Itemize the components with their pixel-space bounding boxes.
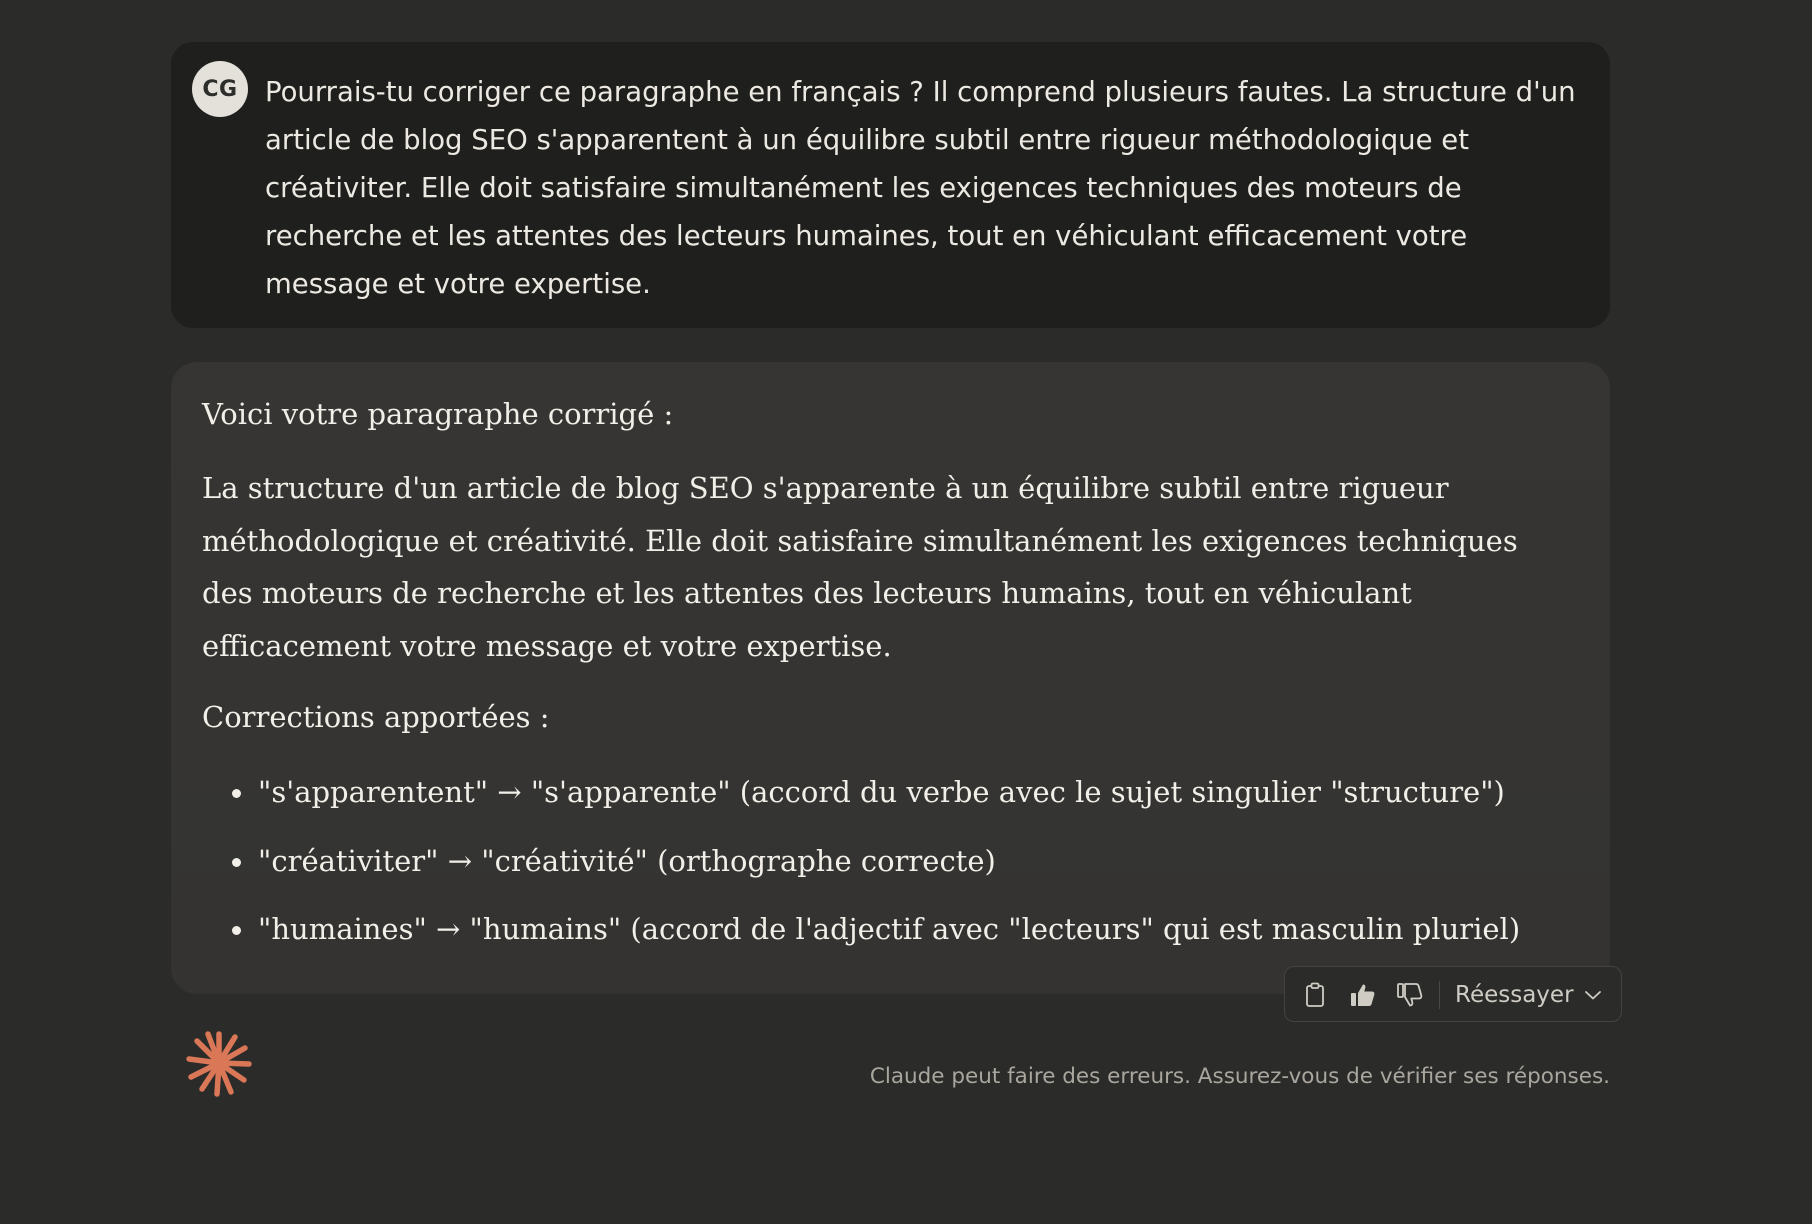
- thumbs-down-icon: [1396, 982, 1424, 1008]
- correction-item: "humaines" → "humains" (accord de l'adjectif avec "lecteurs" qui est masculin pluriel): [202, 905, 1582, 974]
- corrected-paragraph: La structure d'un article de blog SEO s'apparente à un équilibre subtil entre rigueur méthodologique et créativité. Elle doit satisfaire simultanément les exigences techniques des moteurs de recherche et les attentes des lecteurs humains, tout en véhiculant efficacement votre message et votre expertise.: [202, 471, 1518, 663]
- clipboard-icon: [1303, 982, 1327, 1008]
- user-message: [171, 42, 1610, 328]
- correction-item: "s'apparentent" → "s'apparente" (accord du verbe avec le sujet singulier "structure"): [202, 768, 1582, 837]
- retry-label: Réessayer: [1455, 982, 1574, 1008]
- thumbs-up-icon: [1349, 982, 1377, 1008]
- corrections-list: [202, 768, 1582, 974]
- action-divider: [1439, 981, 1440, 1009]
- chevron-down-icon: [1584, 989, 1602, 1001]
- claude-sparkle-icon: [184, 1028, 254, 1098]
- user-message-text: Pourrais-tu corriger ce paragraphe en français ? Il comprend plusieurs fautes. La structure d'un article de blog SEO s'apparentent à un équilibre subtil entre rigueur méthodologique et créativiter. Elle doit satisfaire simultanément les exigences techniques des moteurs de recherche et les attentes des lecteurs humaines, tout en véhiculant efficacement votre message et votre expertise.: [265, 76, 1576, 300]
- thumbs-down-button[interactable]: [1392, 977, 1428, 1013]
- user-avatar[interactable]: CG: [192, 61, 248, 117]
- retry-button[interactable]: [1455, 975, 1602, 1015]
- assistant-message: [171, 362, 1610, 994]
- correction-item: "créativiter" → "créativité" (orthographe correcte): [202, 837, 1582, 906]
- message-action-bar: [1284, 966, 1622, 1022]
- thumbs-up-button[interactable]: [1345, 977, 1381, 1013]
- copy-button[interactable]: [1297, 977, 1333, 1013]
- corrections-heading: Corrections apportées :: [202, 700, 550, 734]
- assistant-intro: Voici votre paragraphe corrigé :: [202, 397, 674, 431]
- disclaimer-text: Claude peut faire des erreurs. Assurez-vous de vérifier ses réponses.: [869, 1064, 1610, 1089]
